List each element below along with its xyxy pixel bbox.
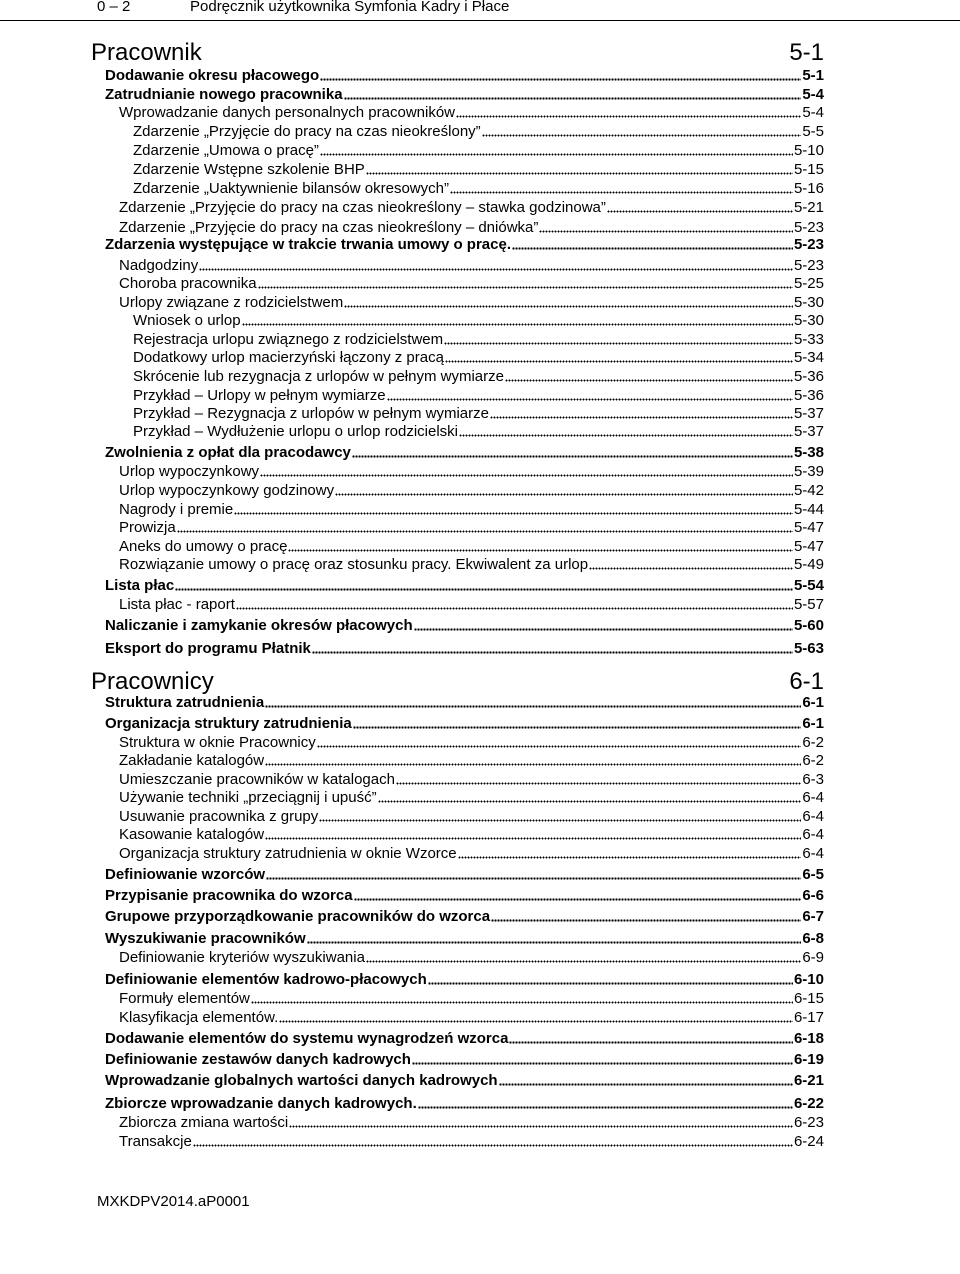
dot-leader — [344, 305, 793, 308]
dot-leader — [378, 800, 802, 803]
dot-leader — [265, 763, 801, 766]
toc-entry-title: Rejestracja urlopu związnego z rodzicielstwem — [133, 331, 444, 348]
dot-leader — [312, 651, 793, 654]
toc-entry-level-2[interactable] — [119, 556, 824, 574]
toc-entry-level-3[interactable] — [133, 405, 824, 423]
toc-entry-level-1[interactable] — [105, 86, 824, 104]
dot-leader — [344, 97, 802, 100]
dot-leader — [175, 588, 793, 591]
toc-entry-title: Dodawanie okresu płacowego — [105, 67, 320, 84]
toc-entry-page-number: 5-36 — [793, 387, 824, 404]
toc-entry-page-number: 5-30 — [793, 312, 824, 329]
toc-entry-title: Zakładanie katalogów — [119, 752, 265, 769]
dot-leader — [366, 960, 801, 963]
toc-entry-level-2[interactable] — [119, 104, 824, 122]
toc-entry-page-number: 6-24 — [793, 1133, 824, 1150]
dot-leader — [387, 398, 793, 401]
chapter-page-number: 6-1 — [789, 668, 824, 695]
dot-leader — [512, 247, 793, 250]
toc-entry-page-number: 6-4 — [802, 845, 824, 862]
toc-entry-title: Lista płac — [105, 577, 175, 594]
toc-entry-title: Definiowanie elementów kadrowo-płacowych — [105, 971, 427, 988]
dot-leader — [505, 379, 793, 382]
dot-leader — [317, 745, 802, 748]
toc-entry-page-number: 5-1 — [802, 67, 824, 84]
toc-entry-title: Wprowadzanie globalnych wartości danych kadrowych — [105, 1072, 498, 1089]
toc-entry-level-1[interactable] — [105, 577, 824, 595]
dot-leader — [320, 153, 793, 156]
toc-entry-title: Przypisanie pracownika do wzorca — [105, 887, 353, 904]
dot-leader — [319, 819, 801, 822]
toc-entry-page-number: 5-21 — [793, 199, 824, 216]
toc-entry-level-1[interactable] — [105, 715, 824, 733]
toc-entry-page-number: 6-2 — [802, 734, 824, 751]
toc-entry-level-2[interactable] — [119, 752, 824, 770]
toc-entry-level-3[interactable] — [133, 123, 824, 141]
toc-entry-level-1[interactable] — [105, 866, 824, 884]
dot-leader — [509, 1041, 793, 1044]
toc-entry-page-number: 5-63 — [793, 640, 824, 657]
dot-leader — [428, 982, 793, 985]
chapter-page-number: 5-1 — [789, 39, 824, 66]
toc-entry-level-2[interactable] — [119, 1133, 824, 1151]
dot-leader — [445, 360, 793, 363]
toc-entry-level-1[interactable] — [105, 930, 824, 948]
toc-entry-title: Wyszukiwanie pracowników — [105, 930, 306, 947]
toc-entry-title: Zdarzenie „Umowa o pracę” — [133, 142, 319, 159]
toc-entry-level-1[interactable] — [105, 640, 824, 658]
toc-entry-title: Umieszczanie pracowników w katalogach — [119, 771, 395, 788]
toc-entry-title: Struktura zatrudnienia — [105, 694, 265, 711]
toc-entry-page-number: 6-4 — [802, 808, 824, 825]
toc-entry-page-number: 5-54 — [793, 577, 824, 594]
toc-entry-level-2[interactable] — [119, 501, 824, 519]
toc-entry-level-2[interactable] — [119, 596, 824, 614]
toc-entry-title: Definiowanie kryteriów wyszukiwania — [119, 949, 365, 966]
toc-entry-level-2[interactable] — [119, 538, 824, 556]
toc-entry-title: Skrócenie lub rezygnacja z urlopów w pełnym wymiarze — [133, 368, 504, 385]
toc-entry-level-3[interactable] — [133, 368, 824, 386]
footer-code: MXKDPV2014.aP0001 — [97, 1193, 250, 1210]
toc-entry-title: Organizacja struktury zatrudnienia w oknie Wzorce — [119, 845, 457, 862]
toc-entry-title: Zdarzenie „Przyjęcie do pracy na czas nieokreślony – stawka godzinowa” — [119, 199, 606, 216]
toc-entry-page-number: 6-2 — [802, 752, 824, 769]
dot-leader — [279, 1020, 793, 1023]
toc-entry-page-number: 5-38 — [793, 444, 824, 461]
dot-leader — [414, 628, 793, 631]
dot-leader — [396, 782, 801, 785]
dot-leader — [490, 416, 793, 419]
toc-entry-level-1[interactable] — [105, 1095, 824, 1113]
toc-entry-level-2[interactable] — [119, 482, 824, 500]
toc-entry-page-number: 6-1 — [802, 694, 824, 711]
header-title: Podręcznik użytkownika Symfonia Kadry i Płace — [190, 0, 510, 15]
toc-entry-page-number: 5-60 — [793, 617, 824, 634]
toc-entry-page-number: 5-42 — [793, 482, 824, 499]
toc-entry-title: Zatrudnianie nowego pracownika — [105, 86, 343, 103]
toc-entry-title: Definiowanie zestawów danych kadrowych — [105, 1051, 411, 1068]
toc-entry-title: Zdarzenie „Uaktywnienie bilansów okresowych” — [133, 180, 449, 197]
toc-entry-title: Urlop wypoczynkowy — [119, 463, 260, 480]
toc-entry-level-3[interactable] — [133, 161, 824, 179]
toc-entry-title: Zdarzenie „Przyjęcie do pracy na czas nieokreślony” — [133, 123, 481, 140]
toc-entry-level-3[interactable] — [133, 349, 824, 367]
toc-entry-title: Wniosek o urlop — [133, 312, 241, 329]
dot-leader — [177, 530, 793, 533]
toc-entry-level-2[interactable] — [119, 808, 824, 826]
toc-entry-level-3[interactable] — [133, 387, 824, 405]
toc-entry-page-number: 6-5 — [802, 866, 824, 883]
toc-entry-title: Organizacja struktury zatrudnienia — [105, 715, 352, 732]
toc-entry-level-2[interactable] — [119, 771, 824, 789]
dot-leader — [266, 877, 801, 880]
toc-entry-title: Przykład – Wydłużenie urlopu o urlop rodzicielski — [133, 423, 459, 440]
toc-entry-page-number: 5-23 — [793, 219, 824, 236]
toc-entry-level-1[interactable] — [105, 617, 824, 635]
toc-entry-level-2[interactable] — [119, 519, 824, 537]
toc-entry-page-number: 6-19 — [793, 1051, 824, 1068]
toc-entry-page-number: 6-3 — [802, 771, 824, 788]
toc-entry-title: Przykład – Urlopy w pełnym wymiarze — [133, 387, 386, 404]
toc-entry-level-2[interactable] — [119, 734, 824, 752]
toc-entry-title: Definiowanie wzorców — [105, 866, 266, 883]
toc-entry-page-number: 6-7 — [802, 908, 824, 925]
toc-entry-level-2[interactable] — [119, 1114, 824, 1132]
dot-leader — [444, 342, 793, 345]
dot-leader — [258, 286, 793, 289]
toc-entry-page-number: 5-30 — [793, 294, 824, 311]
toc-entry-page-number: 6-23 — [793, 1114, 824, 1131]
toc-entry-page-number: 5-15 — [793, 161, 824, 178]
toc-entry-page-number: 6-1 — [802, 715, 824, 732]
toc-entry-page-number: 6-17 — [793, 1009, 824, 1026]
toc-entry-page-number: 5-33 — [793, 331, 824, 348]
toc-entry-level-1[interactable] — [105, 1030, 824, 1048]
toc-entry-level-2[interactable] — [119, 257, 824, 275]
toc-entry-page-number: 5-16 — [793, 180, 824, 197]
toc-entry-level-2[interactable] — [119, 219, 824, 237]
dot-leader — [482, 134, 802, 137]
dot-leader — [456, 115, 801, 118]
dot-leader — [234, 512, 793, 515]
dot-leader — [458, 856, 802, 859]
toc-entry-title: Zbiorcza zmiana wartości — [119, 1114, 289, 1131]
toc-entry-title: Klasyfikacja elementów. — [119, 1009, 279, 1026]
toc-entry-level-2[interactable] — [119, 789, 824, 807]
toc-entry-level-1[interactable] — [105, 694, 824, 712]
dot-leader — [260, 474, 793, 477]
toc-entry-level-1[interactable] — [105, 1072, 824, 1090]
toc-entry-title: Zdarzenia występujące w trakcie trwania umowy o pracę. — [105, 236, 511, 253]
toc-entry-level-2[interactable] — [119, 199, 824, 217]
dot-leader — [199, 268, 793, 271]
chapter-heading[interactable] — [91, 40, 824, 66]
toc-entry-title: Dodatkowy urlop macierzyński łączony z pracą — [133, 349, 444, 366]
toc-entry-page-number: 5-23 — [793, 236, 824, 253]
toc-entry-title: Zwolnienia z opłat dla pracodawcy — [105, 444, 351, 461]
toc-entry-title: Zdarzenie „Przyjęcie do pracy na czas nieokreślony – dniówka” — [119, 219, 539, 236]
toc-entry-level-1[interactable] — [105, 236, 824, 254]
dot-leader — [366, 172, 793, 175]
toc-entry-level-3[interactable] — [133, 331, 824, 349]
dot-leader — [353, 726, 802, 729]
toc-entry-title: Przykład – Rezygnacja z urlopów w pełnym wymiarze — [133, 405, 489, 422]
dot-leader — [236, 607, 793, 610]
toc-entry-page-number: 5-37 — [793, 405, 824, 422]
toc-entry-title: Urlopy związane z rodzicielstwem — [119, 294, 344, 311]
toc-entry-level-2[interactable] — [119, 990, 824, 1008]
dot-leader — [265, 705, 801, 708]
toc-entry-page-number: 6-6 — [802, 887, 824, 904]
toc-entry-title: Naliczanie i zamykanie okresów płacowych — [105, 617, 413, 634]
toc-entry-page-number: 6-21 — [793, 1072, 824, 1089]
toc-entry-title: Używanie techniki „przeciągnij i upuść” — [119, 789, 377, 806]
toc-entry-level-1[interactable] — [105, 444, 824, 462]
toc-entry-level-1[interactable] — [105, 67, 824, 85]
toc-entry-title: Formuły elementów — [119, 990, 250, 1007]
dot-leader — [289, 1125, 793, 1128]
dot-leader — [335, 493, 793, 496]
dot-leader — [491, 919, 801, 922]
chapter-heading[interactable] — [91, 669, 824, 695]
chapter-title: Pracownicy — [91, 668, 214, 695]
toc-entry-page-number: 5-47 — [793, 538, 824, 555]
toc-entry-title: Aneks do umowy o pracę — [119, 538, 288, 555]
header-page-number: 0 – 2 — [97, 0, 131, 15]
toc-entry-title: Struktura w oknie Pracownicy — [119, 734, 316, 751]
dot-leader — [499, 1083, 793, 1086]
toc-entry-page-number: 5-44 — [793, 501, 824, 518]
toc-entry-level-2[interactable] — [119, 845, 824, 863]
toc-entry-page-number: 5-4 — [802, 104, 824, 121]
toc-entry-level-2[interactable] — [119, 1009, 824, 1027]
toc-entry-title: Dodawanie elementów do systemu wynagrodzeń wzorca — [105, 1030, 509, 1047]
dot-leader — [354, 898, 802, 901]
dot-leader — [288, 549, 793, 552]
toc-entry-title: Zdarzenie Wstępne szkolenie BHP — [133, 161, 365, 178]
toc-entry-title: Prowizja — [119, 519, 176, 536]
toc-entry-page-number: 6-10 — [793, 971, 824, 988]
toc-entry-title: Usuwanie pracownika z grupy — [119, 808, 319, 825]
toc-entry-level-3[interactable] — [133, 142, 824, 160]
toc-entry-title: Zbiorcze wprowadzanie danych kadrowych. — [105, 1095, 417, 1112]
toc-entry-level-1[interactable] — [105, 908, 824, 926]
toc-entry-page-number: 6-18 — [793, 1030, 824, 1047]
toc-entry-title: Eksport do programu Płatnik — [105, 640, 311, 657]
toc-entry-level-1[interactable] — [105, 887, 824, 905]
toc-entry-title: Kasowanie katalogów — [119, 826, 265, 843]
toc-entry-title: Grupowe przyporządkowanie pracowników do wzorca — [105, 908, 491, 925]
dot-leader — [242, 323, 793, 326]
dot-leader — [539, 230, 793, 233]
toc-entry-page-number: 5-57 — [793, 596, 824, 613]
toc-entry-title: Urlop wypoczynkowy godzinowy — [119, 482, 335, 499]
toc-entry-level-1[interactable] — [105, 1051, 824, 1069]
dot-leader — [412, 1062, 793, 1065]
toc-entry-page-number: 6-4 — [802, 826, 824, 843]
toc-entry-page-number: 5-39 — [793, 463, 824, 480]
toc-entry-level-2[interactable] — [119, 294, 824, 312]
toc-entry-level-1[interactable] — [105, 971, 824, 989]
toc-entry-title: Wprowadzanie danych personalnych pracowników — [119, 104, 456, 121]
toc-entry-level-2[interactable] — [119, 826, 824, 844]
toc-entry-level-3[interactable] — [133, 312, 824, 330]
page-header — [0, 0, 960, 21]
toc-entry-page-number: 6-4 — [802, 789, 824, 806]
toc-entry-page-number: 6-9 — [802, 949, 824, 966]
dot-leader — [607, 210, 793, 213]
toc-entry-level-2[interactable] — [119, 949, 824, 967]
toc-entry-page-number: 5-10 — [793, 142, 824, 159]
toc-entry-level-3[interactable] — [133, 423, 824, 441]
toc-entry-level-2[interactable] — [119, 275, 824, 293]
toc-entry-page-number: 5-25 — [793, 275, 824, 292]
toc-entry-title: Transakcje — [119, 1133, 192, 1150]
dot-leader — [450, 191, 793, 194]
toc-entry-page-number: 5-47 — [793, 519, 824, 536]
dot-leader — [352, 455, 793, 458]
dot-leader — [459, 434, 793, 437]
dot-leader — [418, 1106, 793, 1109]
toc-entry-title: Nagrody i premie — [119, 501, 234, 518]
toc-entry-page-number: 5-4 — [802, 86, 824, 103]
dot-leader — [193, 1144, 793, 1147]
dot-leader — [589, 567, 793, 570]
dot-leader — [265, 837, 801, 840]
toc-entry-page-number: 6-22 — [793, 1095, 824, 1112]
toc-entry-title: Lista płac - raport — [119, 596, 235, 613]
toc-entry-page-number: 5-34 — [793, 349, 824, 366]
toc-entry-level-3[interactable] — [133, 180, 824, 198]
toc-entry-title: Choroba pracownika — [119, 275, 257, 292]
toc-entry-title: Nadgodziny — [119, 257, 199, 274]
toc-entry-title: Rozwiązanie umowy o pracę oraz stosunku pracy. Ekwiwalent za urlop — [119, 556, 589, 573]
dot-leader — [251, 1001, 793, 1004]
toc-entry-page-number: 5-49 — [793, 556, 824, 573]
toc-entry-page-number: 5-5 — [802, 123, 824, 140]
toc-entry-page-number: 6-15 — [793, 990, 824, 1007]
dot-leader — [320, 78, 801, 81]
toc-entry-page-number: 6-8 — [802, 930, 824, 947]
toc-entry-page-number: 5-36 — [793, 368, 824, 385]
toc-entry-page-number: 5-37 — [793, 423, 824, 440]
dot-leader — [307, 941, 802, 944]
toc-entry-level-2[interactable] — [119, 463, 824, 481]
chapter-title: Pracownik — [91, 39, 202, 66]
toc-entry-page-number: 5-23 — [793, 257, 824, 274]
